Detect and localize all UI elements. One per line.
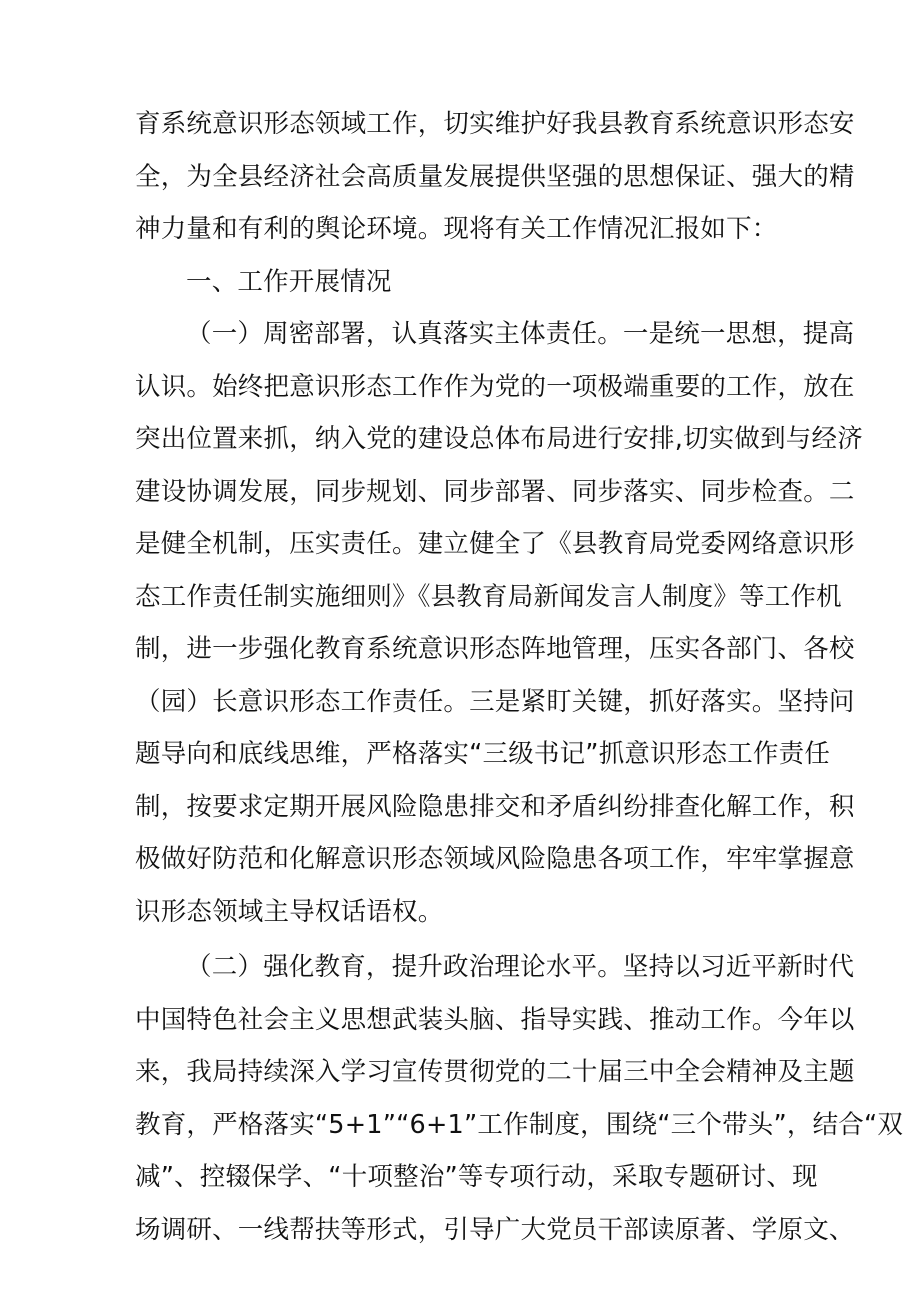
text-line: 全，为全县经济社会高质量发展提供坚强的思想保证、强大的精 [135,161,855,192]
paragraph-1 [135,308,863,938]
text-line: 建设协调发展，同步规划、同步部署、同步落实、同步检查。二 [135,476,855,507]
text-line: 场调研、一线帮扶等形式，引导广大党员干部读原著、学原文、 [135,1214,855,1245]
text-line: 神力量和有利的舆论环境。现将有关工作情况汇报如下： [135,214,778,244]
text-line: （园）长意识形态工作责任。三是紧盯关键，抓好落实。坚持问 [135,686,855,717]
text-line: 极做好防范和化解意识形态领域风险隐患各项工作，牢牢掌握意 [135,844,855,874]
text-line: 中国特色社会主义思想武装头脑、指导实践、推动工作。今年以 [135,1004,855,1035]
paragraph-2 [135,941,904,1256]
text-line: 突出位置来抓，纳入党的建设总体布局进行安排,切实做到与经济 [135,424,863,454]
text-line: 态工作责任制实施细则》《县教育局新闻发言人制度》等工作机 [135,581,842,612]
text-line: （一）周密部署，认真落实主体责任。一是统一思想，提高 [186,319,855,349]
text-line: 育系统意识形态领域工作，切实维护好我县教育系统意识形态安 [135,109,855,139]
text-line: 制，进一步强化教育系统意识形态阵地管理，压实各部门、各校 [135,634,855,664]
text-line: （二）强化教育，提升政治理论水平。坚持以习近平新时代 [186,952,855,982]
text-line: 教育，严格落实“5+1”“6+1”工作制度，围绕“三个带头”，结合“双 [135,1109,904,1140]
section-heading: 一、工作开展情况 [186,266,392,297]
intro-paragraph [135,98,855,256]
text-line: 识形态领域主导权话语权。 [135,896,444,927]
text-line: 制，按要求定期开展风险隐患排交和矛盾纠纷排查化解工作，积 [135,791,855,822]
text-line: 认识。始终把意识形态工作作为党的一项极端重要的工作，放在 [135,371,855,402]
text-line: 是健全机制，压实责任。建立健全了《县教育局党委网络意识形 [135,529,855,559]
section-heading-paragraph [135,256,802,309]
text-line: 题导向和底线思维，严格落实“三级书记”抓意识形态工作责任 [135,739,831,769]
text-line: 减”、控辍保学、“十项整治”等专项行动，采取专题研讨、现 [135,1162,818,1192]
text-line: 来，我局持续深入学习宣传贯彻党的二十届三中全会精神及主题 [135,1057,855,1087]
